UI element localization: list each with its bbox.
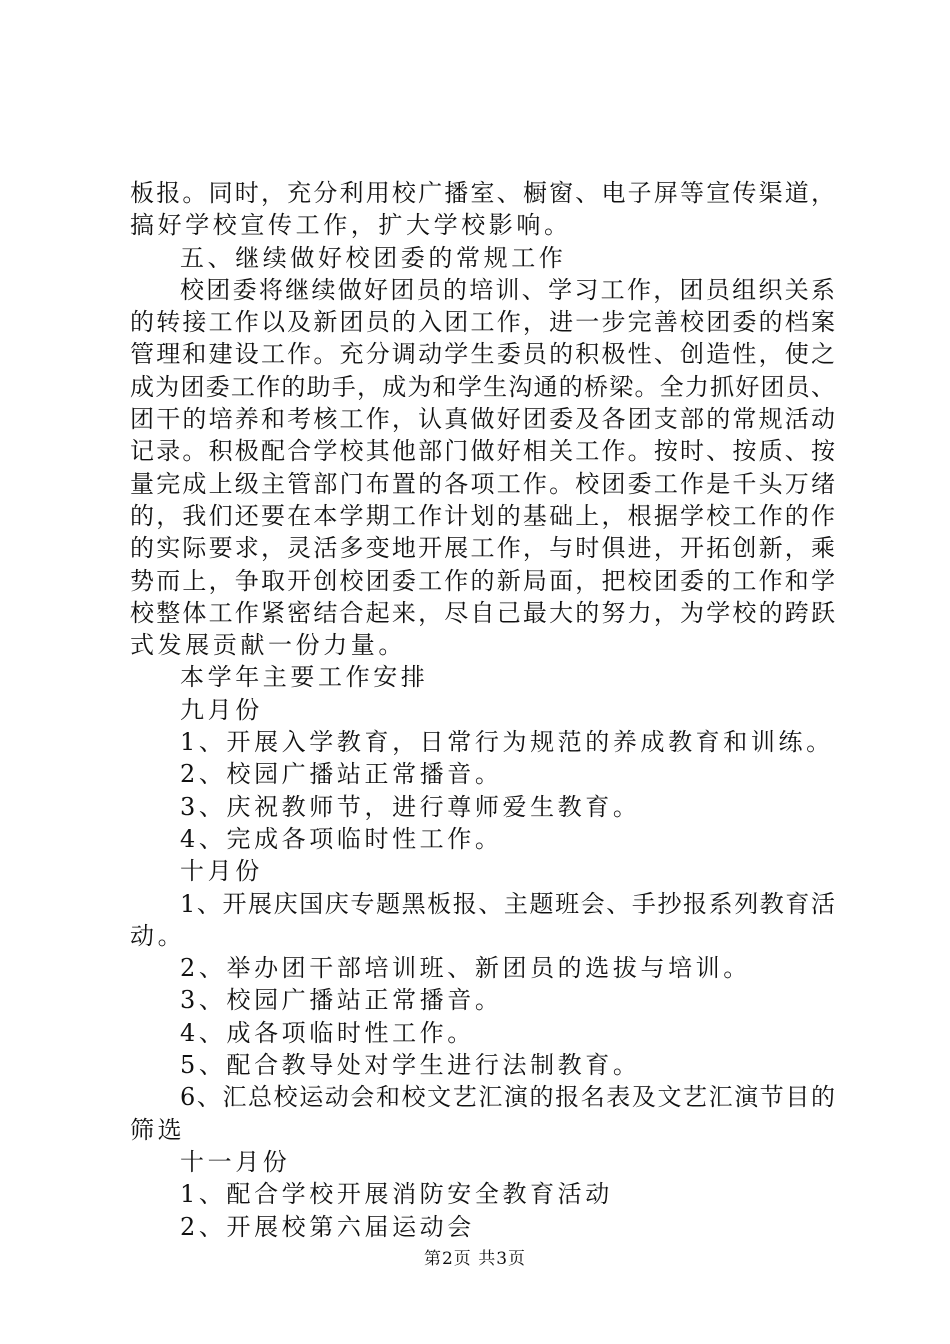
text-line: 管理和建设工作。充分调动学生委员的积极性、创造性，使之 (130, 340, 835, 369)
text-line: 3、校园广播站正常播音。 (180, 986, 503, 1015)
text-line: 成为团委工作的助手，成为和学生沟通的桥梁。全力抓好团员、 (130, 372, 835, 401)
text-line: 校团委将继续做好团员的培训、学习工作，团员组织关系 (180, 275, 835, 304)
text-line: 势而上，争取开创校团委工作的新局面，把校团委的工作和学 (130, 566, 835, 595)
text-line: 本学年主要工作安排 (180, 663, 429, 692)
text-line: 记录。积极配合学校其他部门做好相关工作。按时、按质、按 (130, 437, 835, 466)
text-line: 九月份 (180, 695, 263, 724)
text-line: 6、汇总校运动会和校文艺汇演的报名表及文艺汇演节目的 (180, 1083, 835, 1112)
text-line: 搞好学校宣传工作，扩大学校影响。 (130, 211, 572, 240)
text-line: 2、举办团干部培训班、新团员的选拔与培训。 (180, 954, 751, 983)
text-line: 5、配合教导处对学生进行法制教育。 (180, 1051, 641, 1080)
text-line: 动。 (130, 921, 186, 950)
text-line: 式发展贡献一份力量。 (130, 631, 406, 660)
text-line: 4、成各项临时性工作。 (180, 1018, 475, 1047)
text-line: 1、配合学校开展消防安全教育活动 (180, 1180, 613, 1209)
text-line: 的，我们还要在本学期工作计划的基础上，根据学校工作的作 (130, 501, 835, 530)
text-line: 2、校园广播站正常播音。 (180, 760, 503, 789)
text-line: 校整体工作紧密结合起来，尽自己最大的努力，为学校的跨跃 (130, 598, 835, 627)
text-line: 2、开展校第六届运动会 (180, 1212, 475, 1241)
text-line: 3、庆祝教师节，进行尊师爱生教育。 (180, 792, 641, 821)
text-line: 十一月份 (180, 1147, 291, 1176)
text-line: 4、完成各项临时性工作。 (180, 824, 503, 853)
text-line: 的实际要求，灵活多变地开展工作，与时俱进，开拓创新，乘 (130, 534, 835, 563)
text-line: 五、继续做好校团委的常规工作 (180, 243, 567, 272)
text-line: 十月份 (180, 857, 263, 886)
text-line: 的转接工作以及新团员的入团工作，进一步完善校团委的档案 (130, 308, 835, 337)
text-line: 1、开展庆国庆专题黑板报、主题班会、手抄报系列教育活 (180, 889, 835, 918)
text-line: 团干的培养和考核工作，认真做好团委及各团支部的常规活动 (130, 405, 835, 434)
text-line: 量完成上级主管部门布置的各项工作。校团委工作是千头万绪 (130, 469, 835, 498)
page-footer: 第2页 共3页 (423, 1249, 527, 1269)
text-line: 板报。同时，充分利用校广播室、橱窗、电子屏等宣传渠道， (130, 179, 835, 207)
text-line: 筛选 (130, 1115, 186, 1144)
document-body (130, 177, 835, 1243)
text-line: 1、开展入学教育，日常行为规范的养成教育和训练。 (180, 728, 834, 757)
